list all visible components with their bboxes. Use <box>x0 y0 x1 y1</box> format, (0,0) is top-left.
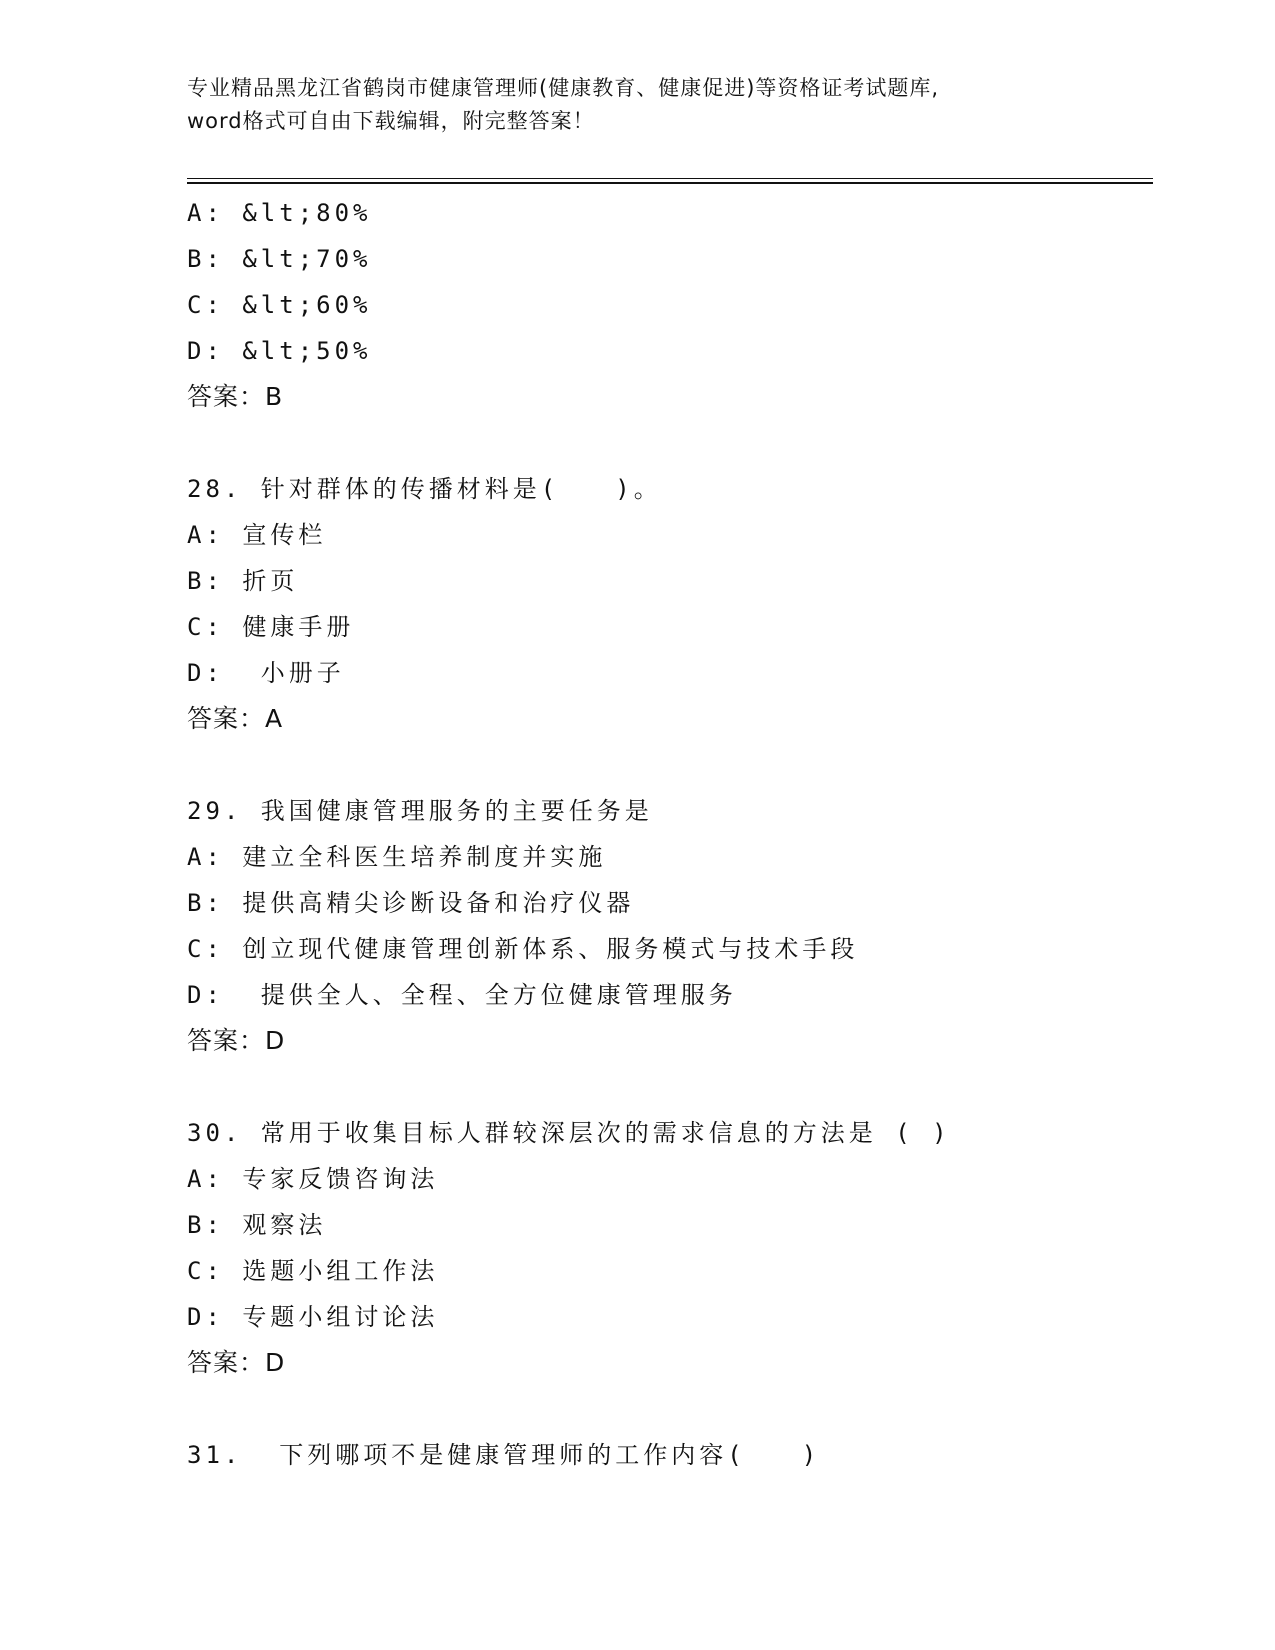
option-b: B: 观察法 <box>187 1211 327 1239</box>
option-d: D: 专题小组讨论法 <box>187 1303 439 1331</box>
spacer <box>187 420 1147 466</box>
question-text: 28. 针对群体的传播材料是( )。 <box>187 475 662 503</box>
question-text: 31. 下列哪项不是健康管理师的工作内容( ) <box>187 1441 821 1469</box>
header-rule-thin <box>187 178 1153 179</box>
option-b: B: &lt;70% <box>187 245 372 273</box>
option-b: B: 提供高精尖诊断设备和治疗仪器 <box>187 889 635 917</box>
header-line-2: word格式可自由下载编辑，附完整答案！ <box>187 109 595 133</box>
spacer <box>187 1064 1147 1110</box>
option-c: C: &lt;60% <box>187 291 372 319</box>
question-list <box>187 190 1147 1478</box>
option-a: A: &lt;80% <box>187 199 372 227</box>
option-a: A: 宣传栏 <box>187 521 327 549</box>
spacer <box>187 742 1147 788</box>
question-28-block <box>187 466 1147 742</box>
option-c: C: 创立现代健康管理创新体系、服务模式与技术手段 <box>187 935 859 963</box>
document-header <box>187 72 1087 138</box>
header-rule-thick <box>187 182 1153 184</box>
question-text: 30. 常用于收集目标人群较深层次的需求信息的方法是 ( ) <box>187 1119 951 1147</box>
question-27-block <box>187 190 1147 420</box>
option-d: D: 小册子 <box>187 659 345 687</box>
question-31-block <box>187 1432 1147 1478</box>
answer: 答案：D <box>187 1026 286 1055</box>
option-c: C: 健康手册 <box>187 613 355 641</box>
answer: 答案：A <box>187 704 284 733</box>
option-b: B: 折页 <box>187 567 299 595</box>
option-d: D: &lt;50% <box>187 337 372 365</box>
option-a: A: 建立全科医生培养制度并实施 <box>187 843 607 871</box>
option-c: C: 选题小组工作法 <box>187 1257 439 1285</box>
header-line-1: 专业精品黑龙江省鹤岗市健康管理师(健康教育、健康促进)等资格证考试题库, <box>187 76 940 100</box>
option-a: A: 专家反馈咨询法 <box>187 1165 439 1193</box>
answer: 答案：B <box>187 382 284 411</box>
answer: 答案：D <box>187 1348 286 1377</box>
question-29-block <box>187 788 1147 1064</box>
option-d: D: 提供全人、全程、全方位健康管理服务 <box>187 981 737 1009</box>
spacer <box>187 1386 1147 1432</box>
question-30-block <box>187 1110 1147 1386</box>
question-text: 29. 我国健康管理服务的主要任务是 <box>187 797 653 825</box>
